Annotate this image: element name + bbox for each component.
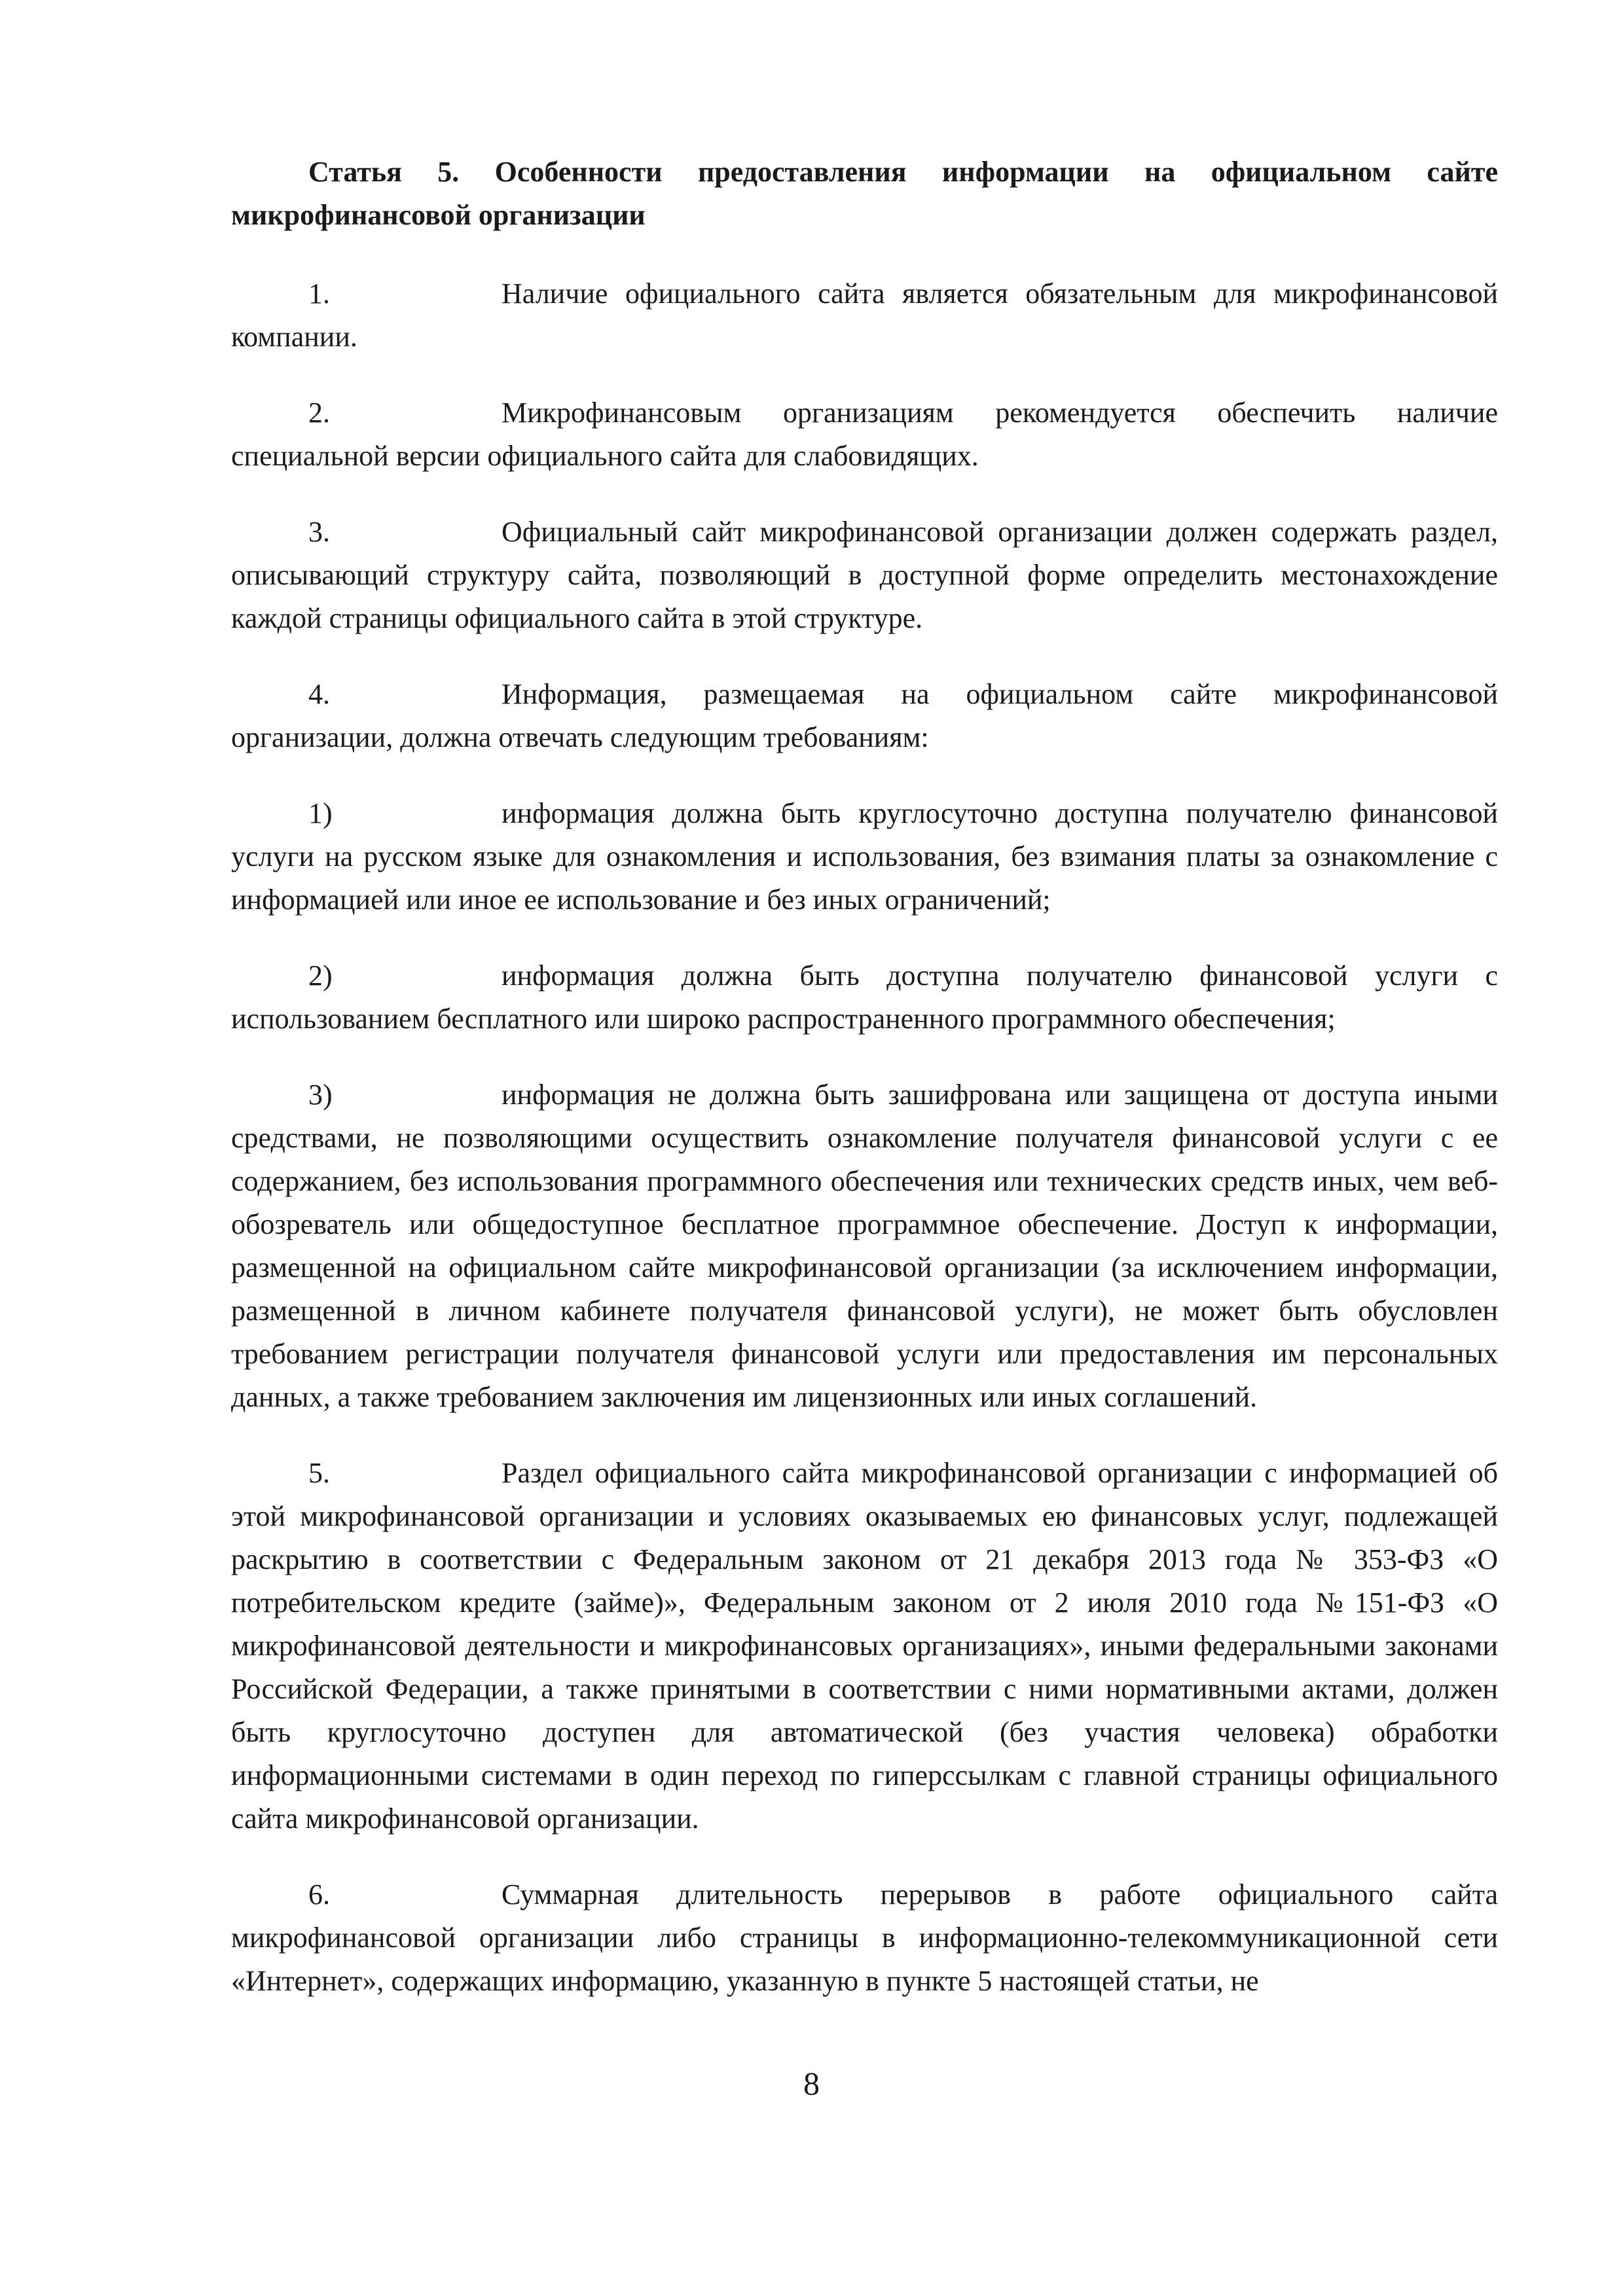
paragraph-5 bbox=[231, 1452, 1498, 1840]
paragraph-4 bbox=[231, 673, 1498, 759]
paragraph-number: 6. bbox=[308, 1878, 330, 1910]
paragraph-number: 1. bbox=[308, 278, 330, 310]
paragraph-number: 5. bbox=[308, 1457, 330, 1489]
paragraph-text: Официальный сайт микрофинансовой организации должен содержать раздел, описывающий структуру сайта, позволяющий в доступной форме определить местонахождение каждой страницы официального сайта в этой структуре. bbox=[231, 516, 1498, 634]
paragraph-text: Наличие официального сайта является обязательным для микрофинансовой компании. bbox=[231, 278, 1498, 353]
subparagraph-text: информация не должна быть зашифрована или защищена от доступа иными средствами, не позволяющими осуществить ознакомление получателя финансовой услуги с ее содержанием, без использования программного обеспечения или технических средств иных, чем веб-обозреватель или общедоступное бесплатное программное обеспечение. Доступ к информации, размещенной на официальном сайте микрофинансовой организации (за исключением информации, размещенной в личном кабинете получателя финансовой услуги), не может быть обусловлен требованием регистрации получателя финансовой услуги или предоставления им персональных данных, а также требованием заключения им лицензионных или иных соглашений. bbox=[231, 1079, 1498, 1413]
paragraph-3 bbox=[231, 511, 1498, 640]
subparagraph-text: информация должна быть круглосуточно доступна получателю финансовой услуги на русском языке для ознакомления и использования, без взимания платы за ознакомление с информацией или иное ее использование и без иных ограничений; bbox=[231, 797, 1498, 916]
paragraph-1 bbox=[231, 272, 1498, 359]
paragraph-text: Микрофинансовым организациям рекомендуется обеспечить наличие специальной версии официального сайта для слабовидящих. bbox=[231, 397, 1498, 472]
page-number: 8 bbox=[803, 2065, 820, 2102]
subparagraph-1 bbox=[231, 792, 1498, 922]
paragraph-2 bbox=[231, 391, 1498, 478]
document-page bbox=[231, 151, 1498, 2003]
paragraph-number: 4. bbox=[308, 678, 330, 710]
paragraph-text: Суммарная длительность перерывов в работе официального сайта микрофинансовой организации либо страницы в информационно-телекоммуникационной сети «Интернет», содержащих информацию, указанную в пункте 5 настоящей статьи, не bbox=[231, 1878, 1498, 1997]
subparagraph-2 bbox=[231, 954, 1498, 1041]
subparagraph-number: 1) bbox=[308, 797, 333, 829]
subparagraph-text: информация должна быть доступна получателю финансовой услуги с использованием бесплатного или широко распространенного программного обеспечения; bbox=[231, 960, 1498, 1035]
paragraph-6 bbox=[231, 1873, 1498, 2003]
article-heading: Статья 5. Особенности предоставления информации на официальном сайте микрофинансовой организации bbox=[231, 156, 1498, 231]
subparagraph-number: 2) bbox=[308, 960, 333, 992]
paragraph-text: Раздел официального сайта микрофинансовой организации с информацией об этой микрофинансовой организации и условиях оказываемых ею финансовых услуг, подлежащей раскрытию в соответствии с Федеральным законом от 21 декабря 2013 года № 353-ФЗ «О потребительском кредите (займе)», Федеральным законом от 2 июля 2010 года №151-ФЗ «О микрофинансовой деятельности и микрофинансовых организациях», иными федеральными законами Российской Федерации, а также принятыми в соответствии с ними нормативными актами, должен быть круглосуточно доступен для автоматической (без участия человека) обработки информационными системами в один переход по гиперссылкам с главной страницы официального сайта микрофинансовой организации. bbox=[231, 1457, 1498, 1835]
paragraph-number: 2. bbox=[308, 397, 330, 429]
subparagraph-3 bbox=[231, 1073, 1498, 1419]
paragraph-number: 3. bbox=[308, 516, 330, 548]
paragraph-text: Информация, размещаемая на официальном сайте микрофинансовой организации, должна отвечать следующим требованиям: bbox=[231, 678, 1498, 753]
subparagraph-number: 3) bbox=[308, 1079, 333, 1111]
